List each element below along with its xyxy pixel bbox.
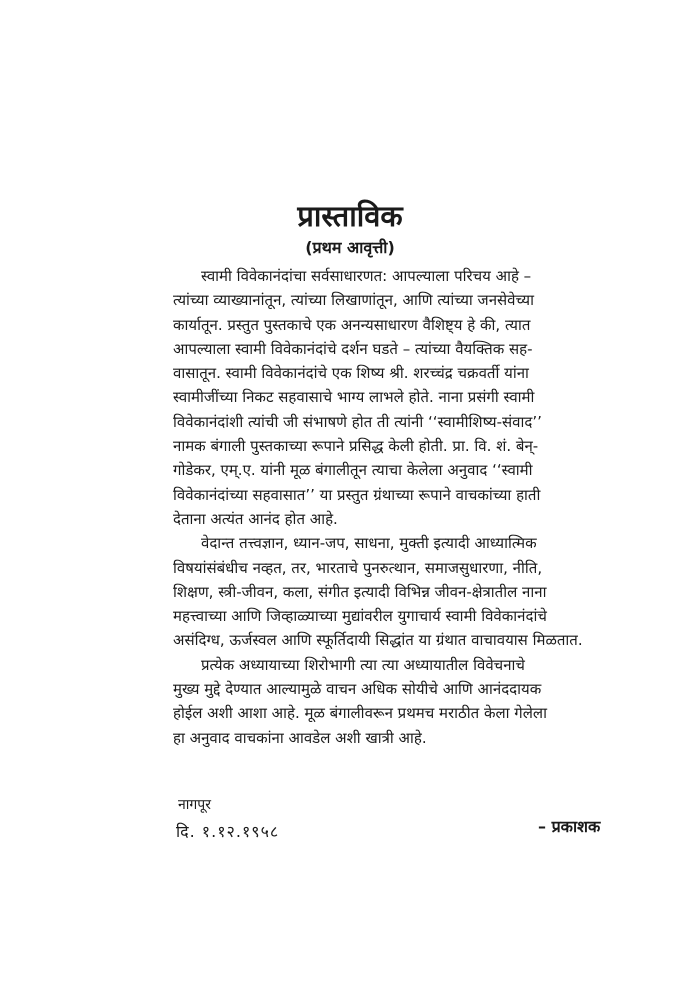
footer-publisher: – प्रकाशक [538, 817, 601, 836]
footer-date: दि. १.१२.१९५८ [176, 822, 280, 841]
preface-paragraph-2: वेदान्त तत्त्वज्ञान, ध्यान-जप, साधना, मुक्ती इत्यादी आध्यात्मिक विषयांसंबंधीच नव्हत, तर, भारताचे पुनरुत्थान, समाजसुधारणा, नीति, शिक्षण, स्त्री-जीवन, कला, संगीत इत्यादी विभिन्न जीवन-क्षेत्रातील नाना महत्त्वाच्या आणि जिव्हाळ्याच्या मुद्यांवरील युगाचार्य स्वामी विवेकानंदांचे असंदिग्ध, ऊर्जस्वल आणि स्फूर्तिदायी सिद्धांत या ग्रंथात वाचावयास मिळतात. [173, 534, 583, 650]
preface-paragraph-1: स्वामी विवेकानंदांचा सर्वसाधारणत: आपल्याला परिचय आहे – त्यांच्या व्याख्यानांतून, त्यांच्या लिखाणांतून, आणि त्यांच्या जनसेवेच्या कार्यातून. प्रस्तुत पुस्तकाचे एक अनन्यसाधारण वैशिष्ट्य हे की, त्यात आपल्याला स्वामी विवेकानंदांचे दर्शन घडते – त्यांच्या वैयक्तिक सह- वासातून. स्वामी विवेकानंदांचे एक शिष्य श्री. शरच्चंद्र चक्रवर्ती यांना स्वामीजींच्या निकट सहवासाचे भाग्य लाभले होते. नाना प्रसंगी स्वामी विवेकानंदांशी त्यांची जी संभाषणे होत ती त्यांनी ‘‘स्वामीशिष्य-संवाद’’ नामक बंगाली पुस्तकाच्या रूपाने प्रसिद्ध केली होती. प्रा. वि. शं. बेन्- गोडेकर, एम्.ए. यांनी मूळ बंगालीतून त्याचा केलेला अनुवाद ‘‘स्वामी विवेकानंदांच्या सहवासात’’ या प्रस्तुत ग्रंथाच्या रूपाने वाचकांच्या हाती देताना अत्यंत आनंद होत आहे. [173, 267, 542, 528]
footer-place: नागपूर [178, 797, 211, 813]
edition-subtitle: (प्रथम आवृत्ती) [305, 238, 395, 257]
preface-paragraph-3: प्रत्येक अध्यायाच्या शिरोभागी त्या त्या अध्यायातील विवेचनाचे मुख्य मुद्दे देण्यात आल्यामुळे वाचन अधिक सोयीचे आणि आनंददायक होईल अशी आशा आहे. मूळ बंगालीवरून प्रथमच मराठीत केला गेलेला हा अनुवाद वाचकांना आवडेल अशी खात्री आहे. [173, 655, 547, 747]
page-title: प्रास्ताविक [297, 199, 403, 233]
preface-body [173, 264, 627, 750]
